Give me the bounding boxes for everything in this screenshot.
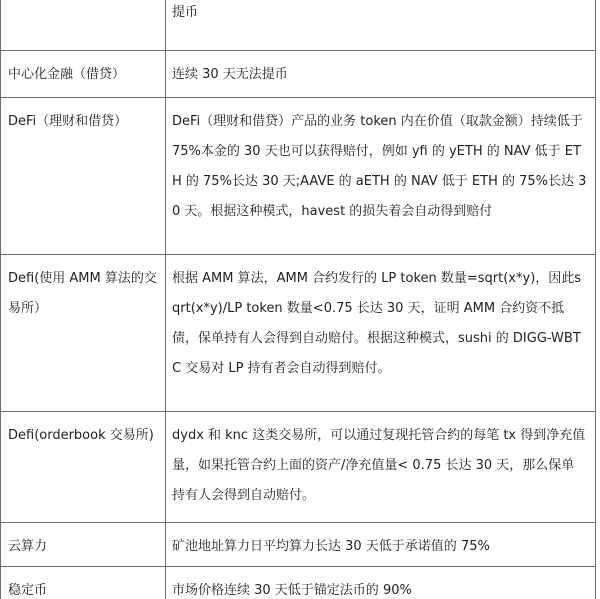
table-row — [1, 567, 596, 599]
category-cell: 稳定币 — [1, 567, 166, 599]
category-cell — [1, 0, 166, 51]
category-cell: DeFi（理财和借贷） — [1, 98, 166, 255]
category-cell: 云算力 — [1, 523, 166, 567]
description-cell: 矿池地址算力日平均算力长达 30 天低于承诺值的 75% — [166, 523, 596, 567]
category-cell: 中心化金融（借贷） — [1, 51, 166, 98]
table-row — [1, 51, 596, 98]
category-cell: Defi(使用 AMM 算法的交易所） — [1, 255, 166, 412]
category-cell: Defi(orderbook 交易所) — [1, 412, 166, 523]
description-cell: DeFi（理财和借贷）产品的业务 token 内在价值（取款金额）持续低于 75%本金的 30 天也可以获得赔付，例如 yfi 的 yETH 的 NAV 低于 ETH 的 75%长达 30 天;AAVE 的 aETH 的 NAV 低于 ETH 的 75%长达 30 天。根据这种模式，havest 的损失着会自动得到赔付 — [166, 98, 596, 255]
table-row — [1, 255, 596, 412]
table-row — [1, 0, 596, 51]
table-row — [1, 523, 596, 567]
description-cell: 连续 30 天无法提币 — [166, 51, 596, 98]
description-cell: 市场价格连续 30 天低于锚定法币的 90% — [166, 567, 596, 599]
description-cell: 根据 AMM 算法，AMM 合约发行的 LP token 数量=sqrt(x*y)，因此sqrt(x*y)/LP token 数量<0.75 长达 30 天，证明 AMM 合约资不抵债，保单持有人会得到自动赔付。根据这种模式，sushi 的 DIGG-WBTC 交易对 LP 持有者会自动得到赔付。 — [166, 255, 596, 412]
description-cell: 提币 — [166, 0, 596, 51]
table-row — [1, 412, 596, 523]
description-cell: dydx 和 knc 这类交易所，可以通过复现托管合约的每笔 tx 得到净充值量，如果托管合约上面的资产/净充值量< 0.75 长达 30 天，那么保单持有人会得到自动赔付。 — [166, 412, 596, 523]
table-row — [1, 98, 596, 255]
